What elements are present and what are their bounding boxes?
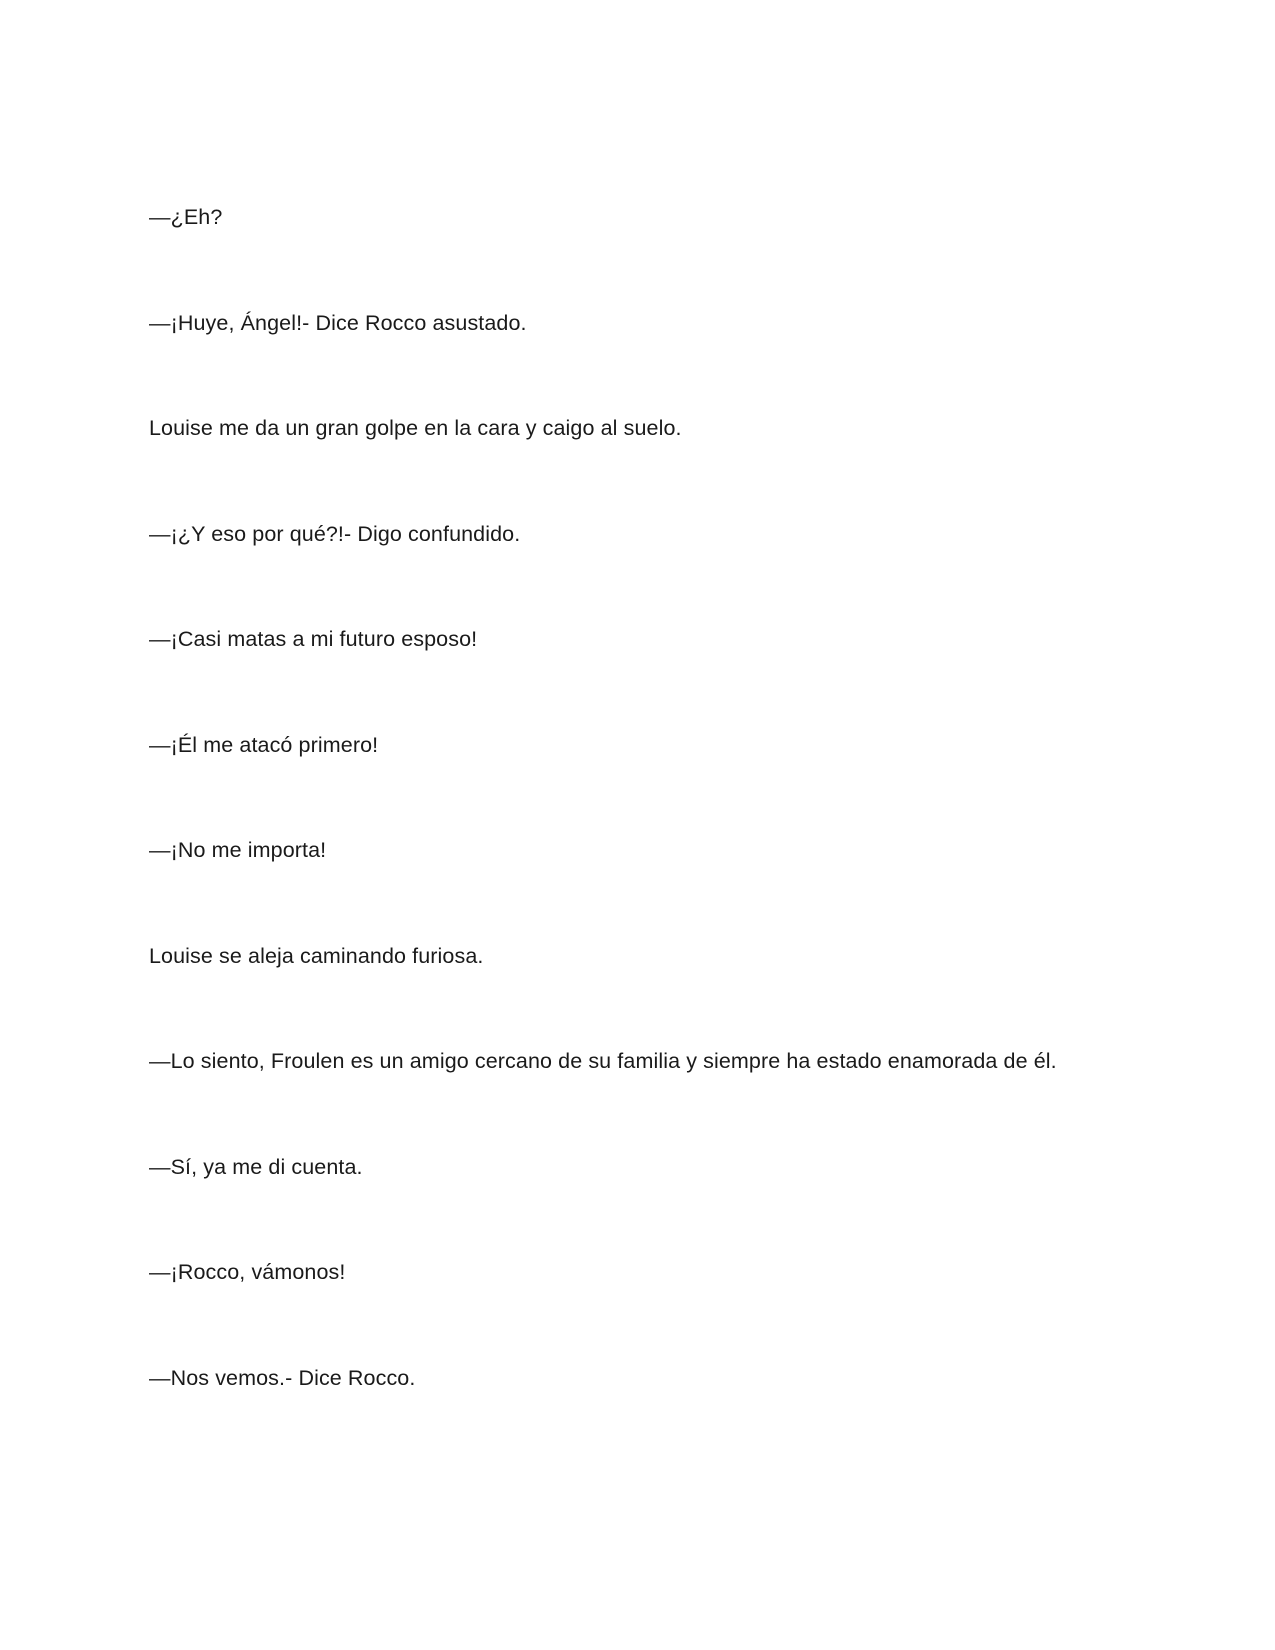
paragraph: —¡No me importa! (149, 838, 327, 862)
paragraph: Louise se aleja caminando furiosa. (149, 943, 484, 968)
paragraph: —¿Eh? (149, 205, 223, 229)
paragraph: —¡Casi matas a mi futuro esposo! (149, 627, 478, 651)
paragraph: —Nos vemos.- Dice Rocco. (149, 1365, 416, 1390)
paragraph: —Lo siento, Froulen es un amigo cercano de su familia y siempre ha estado enamorada de él. (149, 1049, 1057, 1073)
paragraph: —¡¿Y eso por qué?!- Digo confundido. (149, 521, 521, 546)
paragraph: —Sí, ya me di cuenta. (149, 1154, 363, 1179)
paragraph: Louise me da un gran golpe en la cara y caigo al suelo. (149, 416, 682, 440)
paragraph: —¡Huye, Ángel!- Dice Rocco asustado. (149, 310, 527, 335)
paragraph-list (149, 204, 1149, 1470)
paragraph: —¡Él me atacó primero! (149, 732, 379, 757)
paragraph: —¡Rocco, vámonos! (149, 1260, 346, 1284)
